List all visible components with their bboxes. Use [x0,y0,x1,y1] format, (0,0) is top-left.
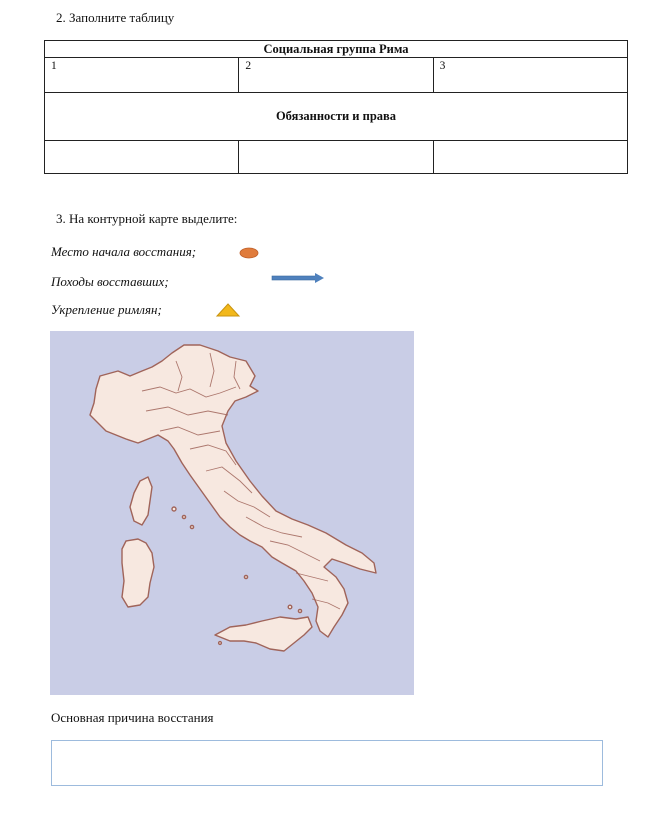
task3-title: 3. На контурной карте выделите: [56,211,238,226]
table-answer-cell-2[interactable] [239,141,433,174]
italy-map-icon [50,331,414,695]
reason-answer-box[interactable] [51,740,603,786]
table-cell-col3[interactable]: 3 [433,58,627,93]
table-answer-cell-1[interactable] [45,141,239,174]
blue-arrow-icon [270,271,326,285]
legend-rebel-campaigns: Походы восставших; [51,274,169,289]
table-cell-col1[interactable]: 1 [45,58,239,93]
yellow-triangle-icon [215,302,241,318]
social-groups-table [44,40,628,174]
legend-roman-fortification: Укрепление римлян; [51,302,162,317]
table-answer-cell-3[interactable] [433,141,627,174]
reason-label: Основная причина восстания [51,710,214,725]
task2-title: 2. Заполните таблицу [56,10,175,25]
table-header: Социальная группа Рима [45,41,628,58]
contour-map[interactable] [50,331,414,695]
legend-uprising-start: Место начала восстания; [51,244,197,259]
orange-oval-icon [238,246,260,260]
table-cell-col2[interactable]: 2 [239,58,433,93]
table-rights-header: Обязанности и права [45,93,628,141]
